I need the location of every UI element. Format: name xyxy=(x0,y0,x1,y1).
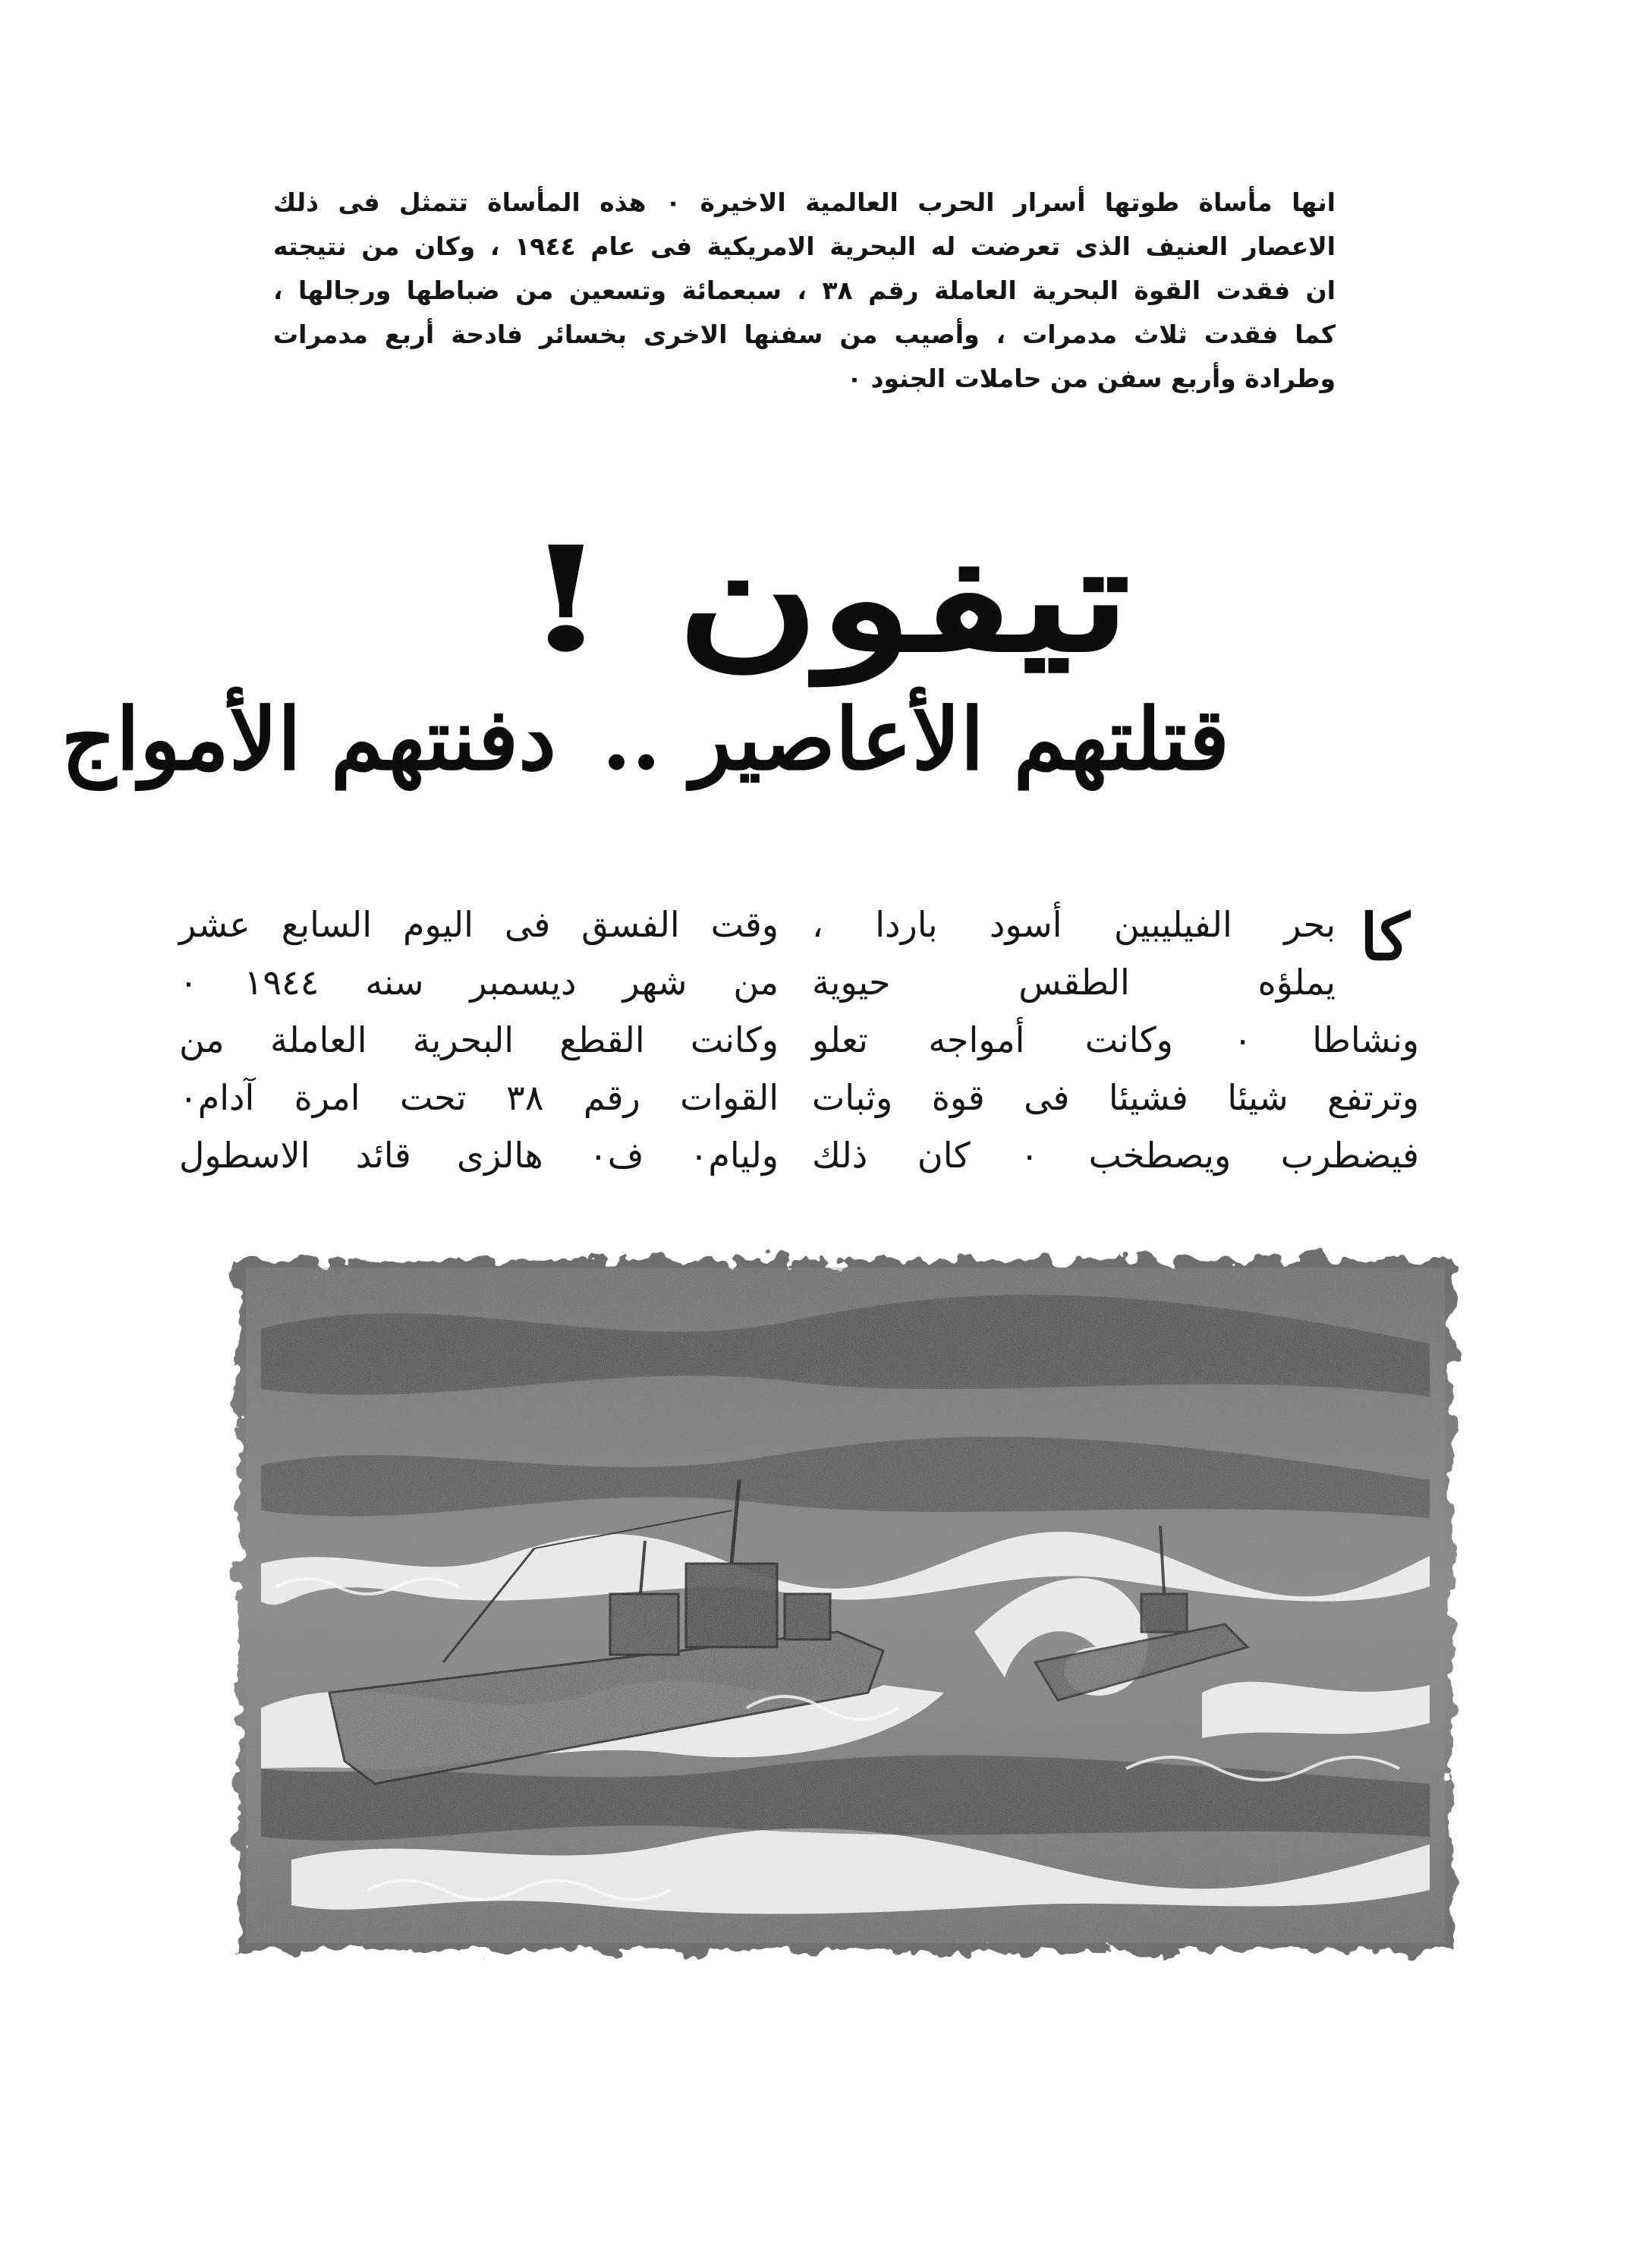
subheadline xyxy=(61,683,1229,797)
intro-line: الاعصار العنيف الذى تعرضت له البحرية الامريكية فى عام ١٩٤٤ ، وكان من نتيجته xyxy=(273,232,1336,261)
column-line: وكانت القطع البحرية العاملة من xyxy=(179,1019,779,1060)
intro-line: انها مأساة طوتها أسرار الحرب العالمية الاخيرة ٠ هذه المأساة تتمثل فى ذلك xyxy=(273,187,1336,217)
column-line: القوات رقم ٣٨ تحت امرة آدام٠ xyxy=(179,1077,779,1118)
column-line: فيضطرب ويصطخب ٠ كان ذلك xyxy=(812,1135,1419,1176)
column-line: من شهر ديسمبر سنه ١٩٤٤ ٠ xyxy=(179,962,779,1003)
headline-title: تيفون ! xyxy=(523,515,1131,684)
drop-cap: كا xyxy=(1360,899,1410,975)
headline xyxy=(440,516,1214,698)
intro-line: وطرادة وأربع سفن من حاملات الجنود ٠ xyxy=(846,364,1336,393)
column-line: بحر الفيليبين أسود باردا ، xyxy=(812,904,1336,945)
column-line: وليام٠ ف٠ هالزى قائد الاسطول xyxy=(179,1135,779,1176)
subheadline-part-1: قتلتهم الأعاصير .. xyxy=(602,690,1229,789)
intro-line: كما فقدت ثلاث مدمرات ، وأصيب من سفنها الاخرى بخسائر فادحة أربع مدمرات xyxy=(273,320,1336,349)
column-line: يملؤه الطقس حيوية xyxy=(812,962,1336,1003)
column-line: ونشاطا ٠ وكانت أمواجه تعلو xyxy=(812,1019,1419,1060)
column-line: وترتفع شيئا فشيئا فى قوة وثبات xyxy=(812,1077,1419,1118)
intro-line: ان فقدت القوة البحرية العاملة رقم ٣٨ ، سبعمائة وتسعين من ضباطها ورجالها ، xyxy=(273,276,1336,305)
illustration-warship-storm xyxy=(216,1237,1475,1973)
intro-paragraph xyxy=(273,181,1336,401)
subheadline-part-2: دفنتهم الأمواج xyxy=(61,690,557,789)
article-column-left xyxy=(179,896,779,1184)
column-line: وقت الفسق فى اليوم السابع عشر xyxy=(179,904,779,945)
article-column-right xyxy=(812,896,1419,1184)
